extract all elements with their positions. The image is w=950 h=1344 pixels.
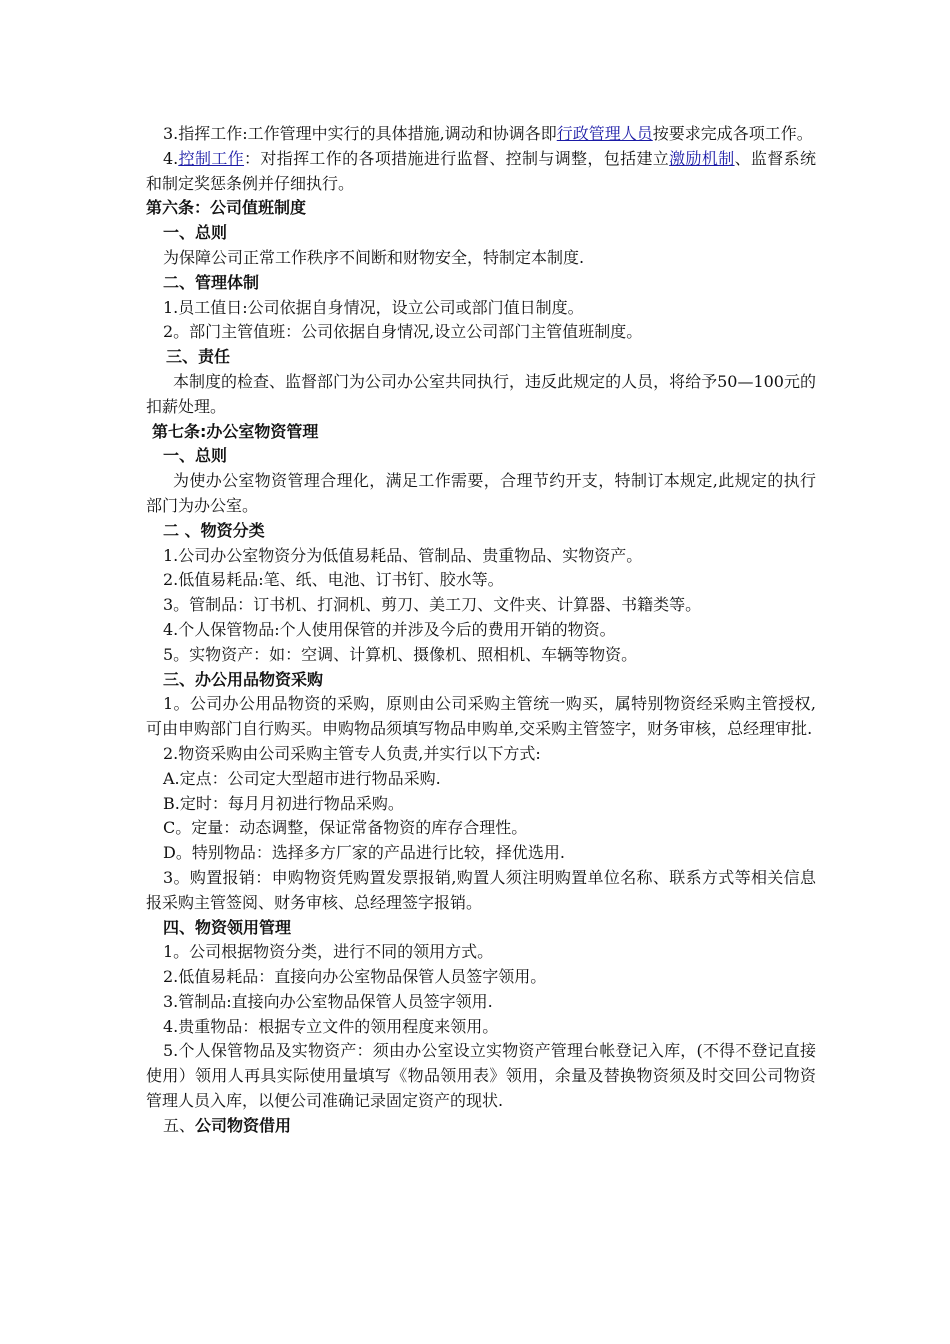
section-heading: 四、物资领用管理	[163, 917, 292, 937]
list-item: 2.低值易耗品：直接向办公室物品保管人员签字领用。	[163, 967, 547, 987]
list-item: 1.公司办公室物资分为低值易耗品、管制品、贵重物品、实物资产。	[163, 545, 643, 565]
list-item: D。特别物品：选择多方厂家的产品进行比较，择优选用.	[163, 843, 565, 863]
link-administrative-staff[interactable]: 行政管理人员	[556, 124, 653, 143]
list-item: 5.个人保管物品及实物资产：须由办公室设立实物资产管理台帐登记入库，(不得不登记直接使用）领用人再具实际使用量填写《物品领用表》领用，余量及替换物资须及时交回公司物资管理人员入库，以便公司准确记录固定资产的现状.	[146, 1041, 816, 1111]
paragraph: 本制度的检查、监督部门为公司办公室共同执行，违反此规定的人员，将给予50—100元的扣薪处理。	[146, 371, 816, 416]
link-incentive-mechanism[interactable]: 激励机制	[669, 148, 735, 168]
text-fragment: 按要求完成各项工作。	[652, 124, 813, 143]
list-item: 5。实物资产：如：空调、计算机、摄像机、照相机、车辆等物资。	[163, 644, 638, 664]
list-item: 2.物资采购由公司采购主管专人负责,并实行以下方式:	[163, 743, 541, 763]
article-7-heading: 第七条:办公室物资管理	[152, 421, 319, 441]
paragraph-directing-work	[146, 122, 816, 147]
paragraph: 为保障公司正常工作秩序不间断和财物安全，特制定本制度.	[163, 247, 585, 267]
paragraph: 为使办公室物资管理合理化，满足工作需要，合理节约开支，特制订本规定,此规定的执行部门为办公室。	[146, 471, 816, 515]
article-6-heading: 第六条：公司值班制度	[146, 198, 307, 218]
list-item: 2。部门主管值班：公司依据自身情况,设立公司部门主管值班制度。	[163, 322, 643, 342]
list-item: 4.贵重物品：根据专立文件的领用程度来领用。	[163, 1016, 499, 1036]
paragraph-control-work	[146, 147, 816, 197]
section-heading: 三、责任	[166, 347, 231, 367]
list-item: 3。管制品：订书机、打洞机、剪刀、美工刀、文件夹、计算器、书籍类等。	[163, 595, 702, 615]
section-heading: 一、总则	[163, 446, 228, 466]
section-heading: 三、办公用品物资采购	[163, 669, 324, 689]
list-item: 3。购置报销：申购物资凭购置发票报销,购置人须注明购置单位名称、联系方式等相关信息报采购主管签阅、财务审核、总经理签字报销。	[146, 867, 816, 912]
list-item: C。定量：动态调整，保证常备物资的库存合理性。	[163, 818, 528, 838]
list-item: B.定时：每月月初进行物品采购。	[163, 793, 404, 813]
text-fragment: 、监督系统和制定奖惩条例并仔细执行。	[146, 148, 816, 193]
list-item: 1.员工值日:公司依据自身情况，设立公司或部门值日制度。	[163, 297, 584, 317]
section-heading: 二、管理体制	[163, 272, 260, 292]
section-heading: 一、总则	[163, 223, 228, 243]
section-title: 公司物资借用	[195, 1115, 292, 1135]
section-number: 五、	[163, 1115, 196, 1135]
list-item: 4.个人保管物品:个人使用保管的并涉及今后的费用开销的物资。	[163, 619, 616, 639]
text-fragment: ：对指挥工作的各项措施进行监督、控制与调整，包括建立	[244, 148, 670, 168]
list-item: 1。公司根据物资分类，进行不同的领用方式。	[163, 942, 494, 962]
text-fragment: 3.指挥工作:工作管理中实行的具体措施,调动和协调各即	[163, 124, 557, 143]
text-fragment: 4.	[163, 148, 179, 168]
section-heading: 二 、物资分类	[163, 520, 265, 540]
list-item: 3.管制品:直接向办公室物品保管人员签字领用.	[163, 991, 493, 1011]
document-page	[146, 122, 816, 1139]
list-item: A.定点：公司定大型超市进行物品采购.	[163, 768, 441, 788]
list-item: 2.低值易耗品:笔、纸、电池、订书钉、胶水等。	[163, 570, 504, 590]
link-control-work[interactable]: 控制工作	[178, 148, 245, 168]
section-heading	[146, 1114, 816, 1139]
list-item: 1。公司办公用品物资的采购，原则由公司采购主管统一购买，属特别物资经采购主管授权,可由申购部门自行购买。申购物品须填写物品申购单,交采购主管签字，财务审核，总经理审批.	[146, 694, 816, 739]
